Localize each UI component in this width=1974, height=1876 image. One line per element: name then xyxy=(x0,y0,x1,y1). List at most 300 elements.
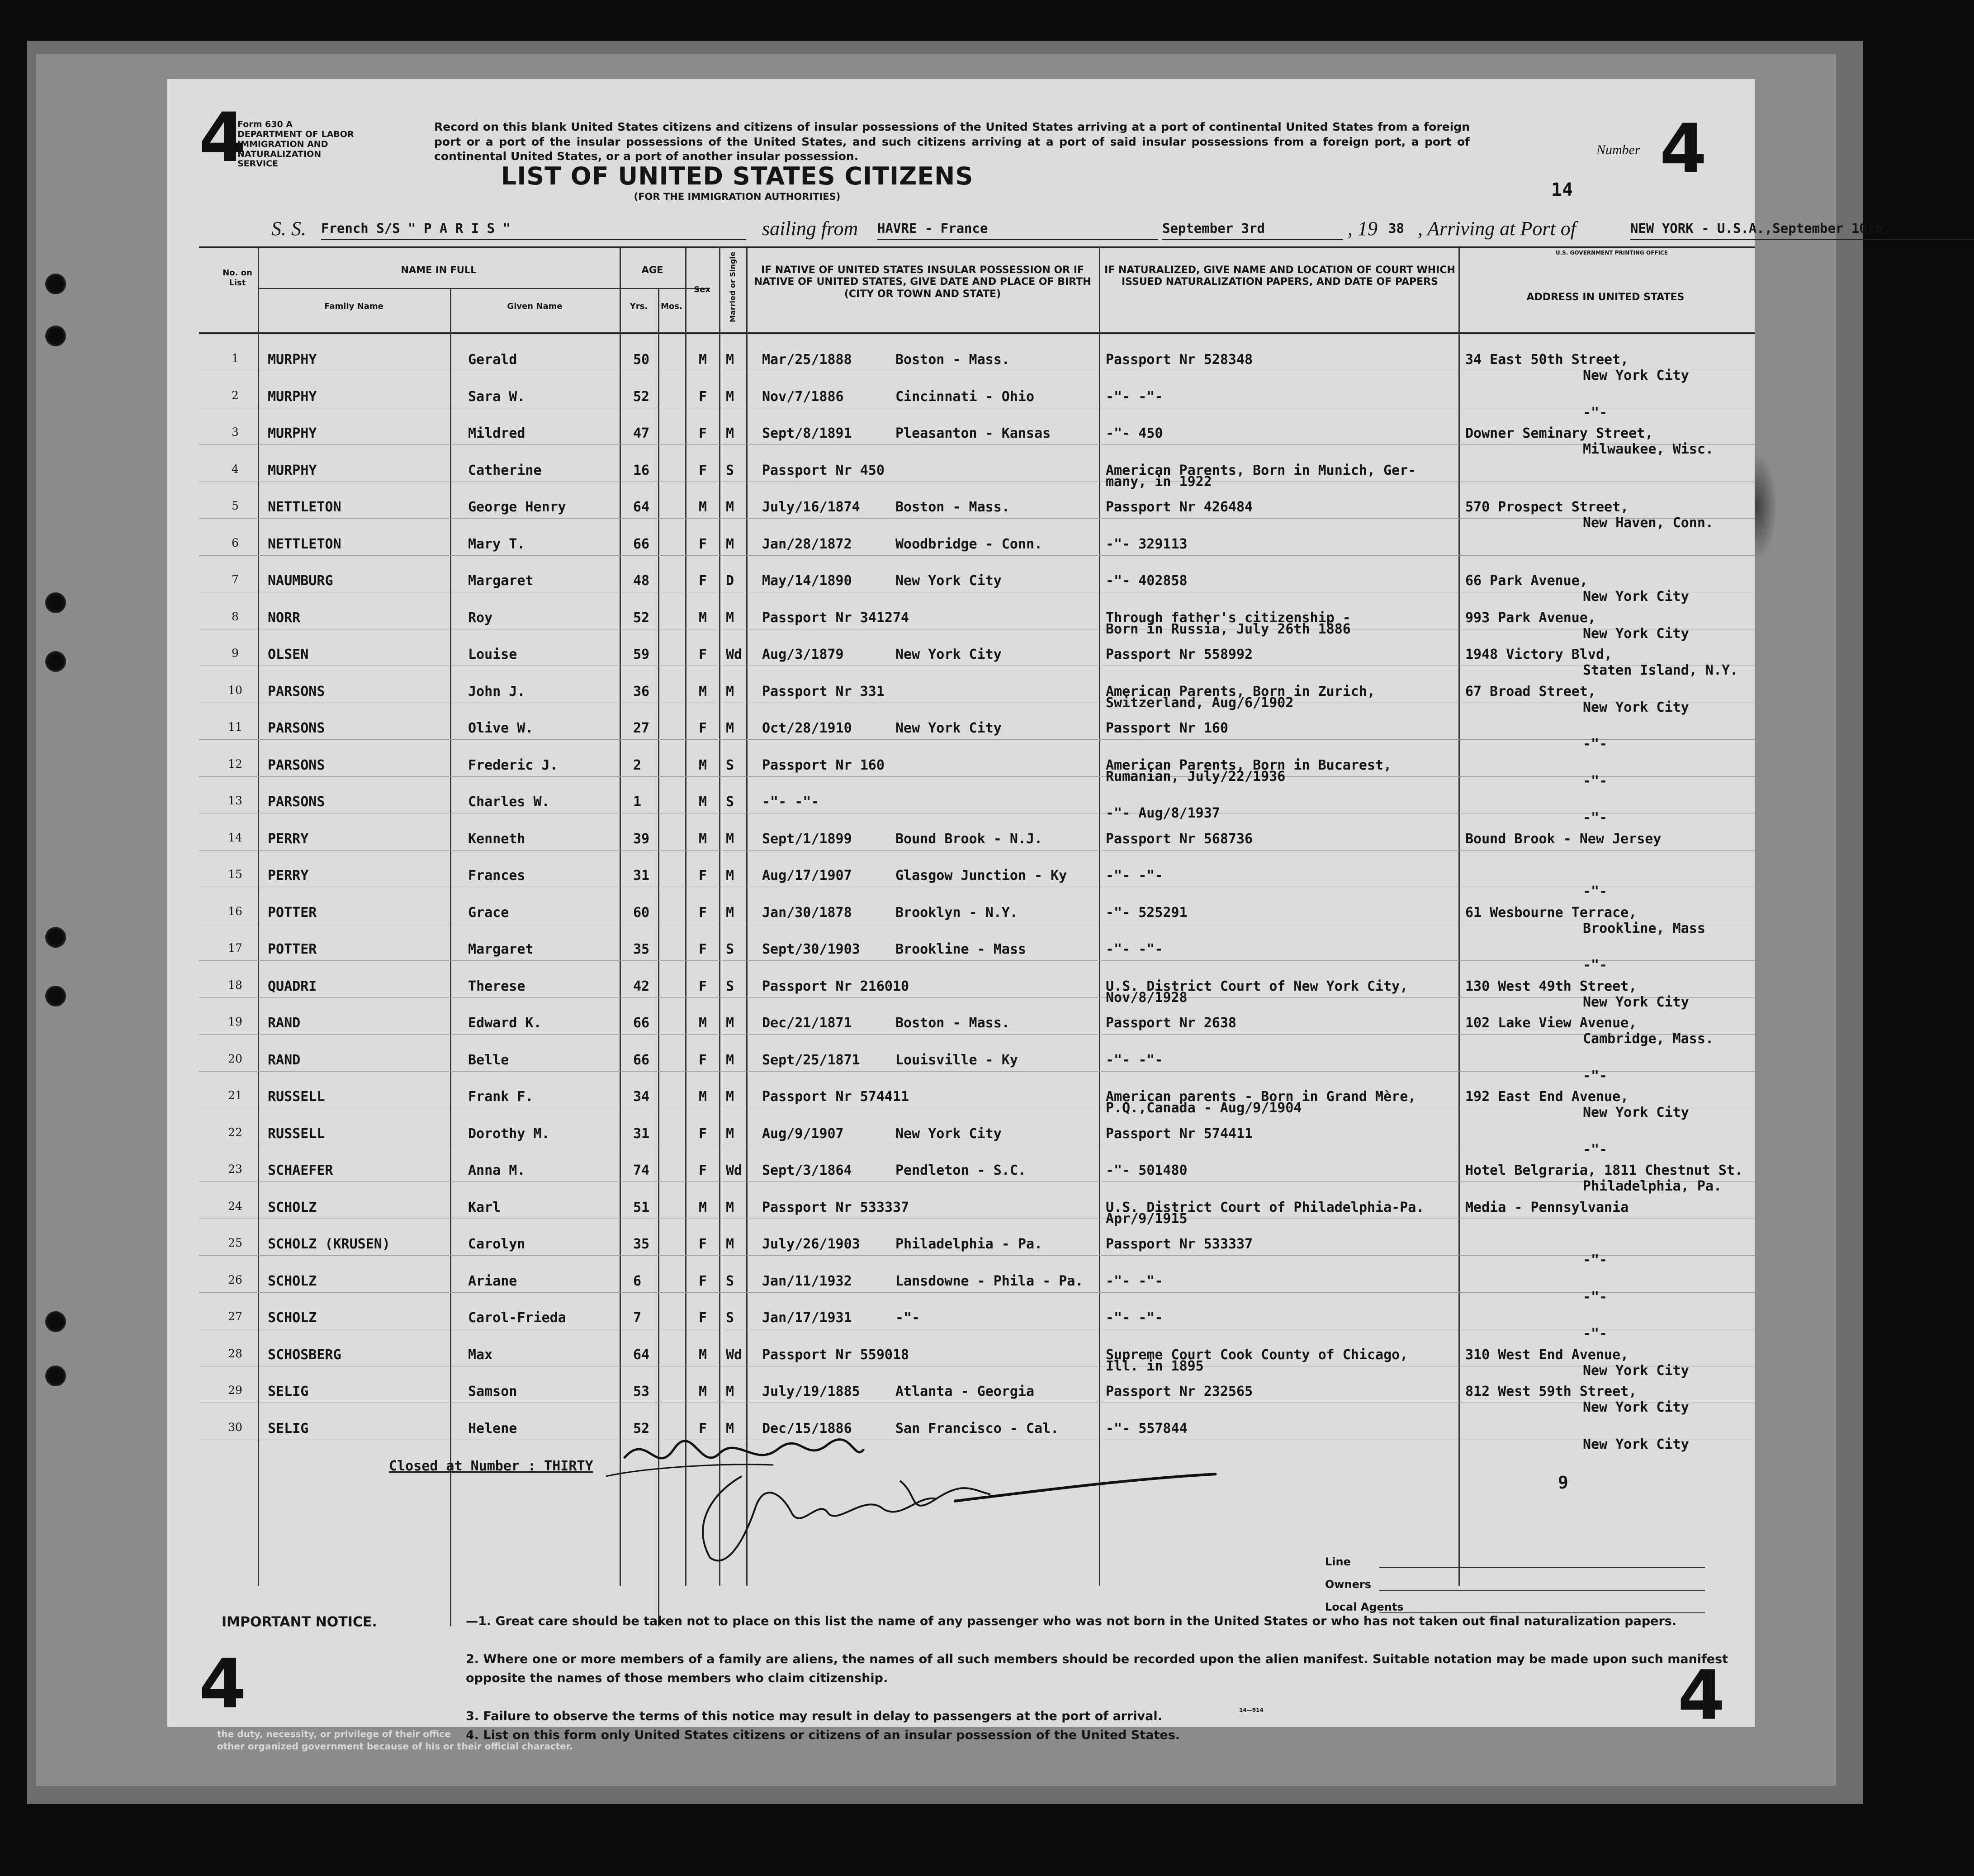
row-birth-place: Cincinnati - Ohio xyxy=(895,388,1035,405)
row-no: 29 xyxy=(228,1384,242,1397)
row-ms: M xyxy=(726,1384,734,1399)
row-age: 36 xyxy=(633,683,650,699)
row-age: 35 xyxy=(633,1236,650,1252)
row-no: 26 xyxy=(228,1273,242,1286)
col-line xyxy=(1099,247,1100,1586)
number-label: Number xyxy=(1596,142,1640,157)
row-age: 35 xyxy=(633,941,650,957)
row-no: 21 xyxy=(228,1089,242,1102)
row-nat2: Born in Russia, July 26th 1886 xyxy=(1106,621,1351,637)
row-nat1: American Parents, Born in Munich, Ger- xyxy=(1106,462,1416,478)
sailing-label: sailing from xyxy=(762,217,858,240)
row-birth-date: Passport Nr 331 xyxy=(762,683,885,699)
row-family: SCHOLZ xyxy=(268,1273,317,1289)
row-age: 27 xyxy=(633,720,650,736)
row-age: 34 xyxy=(633,1089,650,1105)
row-birth-date: May/14/1890 xyxy=(762,573,852,589)
row-no: 2 xyxy=(232,388,239,402)
row-ms: M xyxy=(726,720,734,736)
ship-line xyxy=(271,217,1891,249)
row-no: 11 xyxy=(228,720,242,733)
row-birth-date: Sept/3/1864 xyxy=(762,1162,852,1178)
row-nat1: -"- -"- xyxy=(1106,868,1163,884)
row-rule xyxy=(199,1255,1755,1256)
punch-hole xyxy=(45,1311,66,1332)
header-name-in-full: NAME IN FULL xyxy=(401,265,477,275)
row-age: 52 xyxy=(633,388,650,405)
row-addr2: -"- xyxy=(1583,1252,1608,1268)
row-no: 28 xyxy=(228,1347,242,1360)
row-birth-date: Passport Nr 160 xyxy=(762,757,885,773)
page-stamp: 14 xyxy=(1551,180,1573,200)
row-birth-place: Brooklyn - N.Y. xyxy=(895,904,1018,921)
ship-name: French S/S " P A R I S " xyxy=(321,221,746,240)
row-addr1: 993 Park Avenue, xyxy=(1465,610,1596,626)
row-given: Louise xyxy=(468,647,517,662)
row-nat1: -"- 501480 xyxy=(1106,1162,1188,1178)
underlying-page-text xyxy=(217,1728,573,1753)
row-rule xyxy=(199,1034,1755,1035)
row-birth-place: New York City xyxy=(895,647,1002,662)
row-addr2: -"- xyxy=(1583,810,1608,826)
row-family: PARSONS xyxy=(268,757,325,773)
header-no: No. on List xyxy=(222,268,252,288)
row-sex: F xyxy=(699,462,707,478)
row-given: Olive W. xyxy=(468,720,534,736)
row-family: RAND xyxy=(268,1052,301,1068)
page-title: LIST OF UNITED STATES CITIZENS xyxy=(501,162,974,190)
row-age: 31 xyxy=(633,868,650,884)
row-sex: F xyxy=(699,868,707,884)
row-no: 14 xyxy=(228,831,242,844)
row-birth-date: Dec/21/1871 xyxy=(762,1015,852,1031)
row-given: Samson xyxy=(468,1384,517,1399)
row-nat1: -"- 525291 xyxy=(1106,904,1188,921)
row-rule xyxy=(199,1181,1755,1182)
col-line xyxy=(620,247,621,1586)
row-birth-place: New York City xyxy=(895,1125,1002,1142)
punch-hole xyxy=(45,651,66,672)
row-no: 4 xyxy=(232,462,239,476)
row-ms: M xyxy=(726,1420,734,1437)
row-nat1: -"- 402858 xyxy=(1106,573,1188,589)
row-sex: F xyxy=(699,1273,707,1289)
col-line xyxy=(450,288,451,1626)
row-given: Carol-Frieda xyxy=(468,1310,566,1326)
row-nat1: U.S. District Court of New York City, xyxy=(1106,978,1408,994)
row-sex: M xyxy=(699,757,707,773)
row-given: Karl xyxy=(468,1199,501,1215)
row-sex: M xyxy=(699,831,707,847)
row-birth-place: Boston - Mass. xyxy=(895,499,1010,515)
row-given: Frank F. xyxy=(468,1089,534,1105)
row-birth-place: Pendleton - S.C. xyxy=(895,1162,1026,1178)
row-sex: F xyxy=(699,904,707,921)
row-no: 13 xyxy=(228,794,242,807)
row-addr1: Media - Pennsylvania xyxy=(1465,1199,1629,1215)
row-nat1: Passport Nr 232565 xyxy=(1106,1384,1253,1399)
row-addr1: 102 Lake View Avenue, xyxy=(1465,1015,1637,1031)
row-birth-place: Atlanta - Georgia xyxy=(895,1384,1035,1399)
row-nat1: -"- 450 xyxy=(1106,425,1163,441)
row-addr1: 66 Park Avenue, xyxy=(1465,573,1588,589)
row-given: Frances xyxy=(468,868,525,884)
row-given: Kenneth xyxy=(468,831,525,847)
owners-label: Owners xyxy=(1325,1578,1404,1601)
form-line: Form 630 A xyxy=(237,119,293,129)
row-family: NORR xyxy=(268,610,301,626)
row-birth-date: Passport Nr 216010 xyxy=(762,978,909,994)
row-nat2: Ill. in 1895 xyxy=(1106,1358,1204,1374)
row-birth-place: Bound Brook - N.J. xyxy=(895,831,1043,847)
row-sex: F xyxy=(699,573,707,589)
row-nat2: Switzerland, Aug/6/1902 xyxy=(1106,695,1294,711)
row-addr2: New York City xyxy=(1583,1436,1689,1452)
row-nat2: many, in 1922 xyxy=(1106,473,1212,490)
row-birth-date: July/16/1874 xyxy=(762,499,860,515)
row-ms: M xyxy=(726,1199,734,1215)
row-birth-date: Jan/17/1931 xyxy=(762,1310,852,1326)
row-family: MURPHY xyxy=(268,352,317,368)
punch-hole xyxy=(45,986,66,1007)
row-ms: M xyxy=(726,1089,734,1105)
ss-label: S. S. xyxy=(271,217,306,240)
row-birth-date: Passport Nr 341274 xyxy=(762,610,909,626)
header-age: AGE xyxy=(641,265,663,275)
row-ms: M xyxy=(726,1052,734,1068)
row-ms: S xyxy=(726,941,734,957)
row-no: 25 xyxy=(228,1236,242,1249)
row-birth-place: Lansdowne - Phila - Pa. xyxy=(895,1273,1084,1289)
punch-hole xyxy=(45,326,66,346)
notice-item-3: 3. Failure to observe the terms of this notice may result in delay to passengers at the port of arrival. xyxy=(466,1709,1162,1723)
row-given: Dorothy M. xyxy=(468,1125,550,1142)
row-birth-place: -"- xyxy=(895,1310,920,1326)
row-ms: M xyxy=(726,904,734,921)
row-sex: M xyxy=(699,610,707,626)
row-age: 16 xyxy=(633,462,650,478)
row-addr1: 61 Wesbourne Terrace, xyxy=(1465,904,1637,921)
row-family: RAND xyxy=(268,1015,301,1031)
row-birth-place: Brookline - Mass xyxy=(895,941,1026,957)
row-rule xyxy=(199,1292,1755,1293)
notice-item-4: 4. List on this form only United States citizens or citizens of an insular possession of the United States. xyxy=(466,1728,1180,1742)
punch-hole xyxy=(45,274,66,294)
row-given: Helene xyxy=(468,1420,517,1437)
row-ms: M xyxy=(726,388,734,405)
line-label: Line xyxy=(1325,1555,1404,1578)
row-family: NAUMBURG xyxy=(268,573,333,589)
row-ms: M xyxy=(726,831,734,847)
table-header-rule xyxy=(199,332,1755,334)
row-sex: F xyxy=(699,1125,707,1142)
page-number-top-left: 4 xyxy=(199,99,246,177)
row-given: Gerald xyxy=(468,352,517,368)
col-line xyxy=(719,247,720,1586)
row-nat1: Passport Nr 160 xyxy=(1106,720,1228,736)
row-given: Anna M. xyxy=(468,1162,525,1178)
row-birth-place: New York City xyxy=(895,720,1002,736)
gov-printing: U.S. GOVERNMENT PRINTING OFFICE xyxy=(1556,250,1668,256)
row-nat1: Supreme Court Cook County of Chicago, xyxy=(1106,1347,1408,1363)
row-ms: S xyxy=(726,462,734,478)
row-addr1: 192 East End Avenue, xyxy=(1465,1089,1629,1105)
row-family: MURPHY xyxy=(268,425,317,441)
row-birth-place: Boston - Mass. xyxy=(895,352,1010,368)
row-sex: F xyxy=(699,941,707,957)
row-addr2: Milwaukee, Wisc. xyxy=(1583,441,1714,457)
row-addr1: Downer Seminary Street, xyxy=(1465,425,1653,441)
sailing-year: 38 xyxy=(1388,221,1404,236)
row-nat1: Passport Nr 574411 xyxy=(1106,1125,1253,1142)
row-nat1: U.S. District Court of Philadelphia-Pa. xyxy=(1106,1199,1425,1215)
header-naturalized: IF NATURALIZED, GIVE NAME AND LOCATION OF COURT WHICH ISSUED NATURALIZATION PAPERS, AND DATE OF PAPERS xyxy=(1104,265,1455,288)
row-age: 6 xyxy=(633,1273,642,1289)
row-age: 52 xyxy=(633,1420,650,1437)
row-age: 52 xyxy=(633,610,650,626)
row-addr2: New York City xyxy=(1583,1362,1689,1379)
notice-item-2: 2. Where one or more members of a family are aliens, the names of all such members should be recorded upon the alien manifest. Suitable notation may be made upon such manifest opposite the names of those members who claim citizenship. xyxy=(466,1652,1728,1685)
row-birth-date: Sept/1/1899 xyxy=(762,831,852,847)
row-family: RUSSELL xyxy=(268,1125,325,1142)
row-no: 8 xyxy=(232,610,239,623)
row-ms: S xyxy=(726,1310,734,1326)
row-no: 17 xyxy=(228,941,242,955)
sailing-date: September 3rd xyxy=(1162,221,1343,240)
row-addr1: 34 East 50th Street, xyxy=(1465,352,1629,368)
row-given: Carolyn xyxy=(468,1236,525,1252)
row-addr1: Hotel Belgraria, 1811 Chestnut St. xyxy=(1465,1162,1743,1178)
row-given: Mildred xyxy=(468,425,525,441)
row-rule xyxy=(199,518,1755,519)
header-married-single: Married or Single xyxy=(728,251,737,322)
row-birth-date: Sept/8/1891 xyxy=(762,425,852,441)
header-birth: IF NATIVE OF UNITED STATES INSULAR POSSESSION OR IF NATIVE OF UNITED STATES, GIVE DATE AND PLACE OF BIRTH (CITY OR TOWN AND STATE) xyxy=(754,265,1091,300)
row-nat2: Apr/9/1915 xyxy=(1106,1210,1188,1227)
row-birth-date: Sept/30/1903 xyxy=(762,941,860,957)
row-birth-date: Aug/3/1879 xyxy=(762,647,844,662)
row-addr2: Brookline, Mass xyxy=(1583,920,1705,936)
row-given: Sara W. xyxy=(468,388,525,405)
page-subtitle: (FOR THE IMMIGRATION AUTHORITIES) xyxy=(634,191,841,202)
row-nat1: American Parents, Born in Zurich, xyxy=(1106,683,1376,699)
row-addr2: New York City xyxy=(1583,699,1689,715)
row-sex: F xyxy=(699,1420,707,1437)
row-family: POTTER xyxy=(268,904,317,921)
row-nat1: Passport Nr 528348 xyxy=(1106,352,1253,368)
row-age: 51 xyxy=(633,1199,650,1215)
row-no: 19 xyxy=(228,1015,242,1028)
underlying-line: the duty, necessity, or privilege of their office xyxy=(217,1729,451,1739)
year-prefix: , 19 xyxy=(1348,217,1378,240)
row-nat2: Rumanian, July/22/1936 xyxy=(1106,768,1286,784)
arriving-label: , Arriving at Port of xyxy=(1418,217,1576,240)
row-addr2: Philadelphia, Pa. xyxy=(1583,1178,1722,1194)
row-addr1: 1948 Victory Blvd, xyxy=(1465,647,1613,662)
row-given: Therese xyxy=(468,978,525,994)
row-birth-date: Nov/7/1886 xyxy=(762,388,844,405)
row-no: 6 xyxy=(232,536,239,549)
row-birth-date: Passport Nr 559018 xyxy=(762,1347,909,1363)
row-nat1: -"- -"- xyxy=(1106,1052,1163,1068)
row-given: Max xyxy=(468,1347,493,1363)
row-nat1: Through father's citizenship - xyxy=(1106,610,1351,626)
row-ms: M xyxy=(726,1236,734,1252)
row-age: 66 xyxy=(633,1015,650,1031)
row-addr2: Cambridge, Mass. xyxy=(1583,1031,1714,1047)
row-birth-date: Passport Nr 450 xyxy=(762,462,885,478)
row-addr2: -"- xyxy=(1583,1068,1608,1084)
row-age: 39 xyxy=(633,831,650,847)
row-addr2: New York City xyxy=(1583,1105,1689,1120)
row-addr2: New York City xyxy=(1583,589,1689,605)
row-nat1: Passport Nr 558992 xyxy=(1106,647,1253,662)
row-sex: M xyxy=(699,1015,707,1031)
row-sex: F xyxy=(699,978,707,994)
row-age: 2 xyxy=(633,757,642,773)
row-family: OLSEN xyxy=(268,647,309,662)
row-nat1: Passport Nr 568736 xyxy=(1106,831,1253,847)
row-no: 20 xyxy=(228,1052,242,1065)
row-family: MURPHY xyxy=(268,462,317,478)
row-no: 3 xyxy=(232,425,239,439)
row-addr1: 812 West 59th Street, xyxy=(1465,1384,1637,1399)
row-rule xyxy=(199,555,1755,556)
row-sex: F xyxy=(699,1162,707,1178)
row-sex: F xyxy=(699,388,707,405)
row-nat1: American Parents, Born in Bucarest, xyxy=(1106,757,1392,773)
row-age: 60 xyxy=(633,904,650,921)
row-addr2: New York City xyxy=(1583,625,1689,642)
row-family: PARSONS xyxy=(268,720,325,736)
row-nat1: Passport Nr 426484 xyxy=(1106,499,1253,515)
row-birth-place: Boston - Mass. xyxy=(895,1015,1010,1031)
row-birth-date: July/26/1903 xyxy=(762,1236,860,1252)
row-nat2: Nov/8/1928 xyxy=(1106,989,1188,1006)
row-sex: M xyxy=(699,794,707,810)
row-nat2: -"- Aug/8/1937 xyxy=(1106,805,1220,821)
row-birth-date: Jan/30/1878 xyxy=(762,904,852,921)
row-age: 48 xyxy=(633,573,650,589)
row-addr2: New Haven, Conn. xyxy=(1583,515,1714,531)
row-age: 59 xyxy=(633,647,650,662)
row-given: Charles W. xyxy=(468,794,550,810)
row-nat1: -"- 329113 xyxy=(1106,536,1188,552)
row-ms: M xyxy=(726,536,734,552)
row-age: 1 xyxy=(633,794,642,810)
row-age: 7 xyxy=(633,1310,642,1326)
row-no: 5 xyxy=(232,499,239,512)
col-line xyxy=(746,247,748,1586)
row-birth-place: New York City xyxy=(895,573,1002,589)
local-agents-label: Local Agents xyxy=(1325,1601,1404,1623)
row-sex: M xyxy=(699,352,707,368)
row-sex: M xyxy=(699,683,707,699)
row-ms: M xyxy=(726,425,734,441)
row-no: 1 xyxy=(232,352,239,365)
row-family: QUADRI xyxy=(268,978,317,994)
row-addr2: -"- xyxy=(1583,1141,1608,1158)
punch-hole xyxy=(45,927,66,948)
row-family: SCHOSBERG xyxy=(268,1347,341,1363)
row-family: NETTLETON xyxy=(268,536,341,552)
row-age: 64 xyxy=(633,1347,650,1363)
row-sex: M xyxy=(699,1384,707,1399)
row-ms: Wd xyxy=(726,1162,743,1178)
row-birth-place: San Francisco - Cal. xyxy=(895,1420,1059,1437)
header-given-name: Given Name xyxy=(507,302,563,311)
row-ms: M xyxy=(726,610,734,626)
col-line xyxy=(685,247,686,1586)
page-number-bottom-right: 4 xyxy=(1678,1656,1725,1735)
row-age: 64 xyxy=(633,499,650,515)
row-age: 74 xyxy=(633,1162,650,1178)
row-birth-place: Glasgow Junction - Ky xyxy=(895,868,1067,884)
row-no: 22 xyxy=(228,1125,242,1139)
row-nat1: Passport Nr 533337 xyxy=(1106,1236,1253,1252)
row-sex: M xyxy=(699,1089,707,1105)
row-age: 66 xyxy=(633,1052,650,1068)
row-age: 50 xyxy=(633,352,650,368)
punch-hole xyxy=(45,592,66,613)
col-line xyxy=(1458,247,1460,1586)
row-age: 42 xyxy=(633,978,650,994)
row-no: 12 xyxy=(228,757,242,770)
row-family: NETTLETON xyxy=(268,499,341,515)
row-birth-place: Louisville - Ky xyxy=(895,1052,1018,1068)
row-no: 23 xyxy=(228,1162,242,1176)
row-family: PARSONS xyxy=(268,794,325,810)
row-addr2: -"- xyxy=(1583,1326,1608,1342)
row-ms: M xyxy=(726,868,734,884)
row-family: SCHAEFER xyxy=(268,1162,333,1178)
row-family: PARSONS xyxy=(268,683,325,699)
closed-at-number: Closed at Number : THIRTY xyxy=(389,1458,593,1474)
row-addr1: 67 Broad Street, xyxy=(1465,683,1596,699)
row-nat1: -"- -"- xyxy=(1106,1310,1163,1326)
row-addr1: Bound Brook - New Jersey xyxy=(1465,831,1662,847)
row-age: 31 xyxy=(633,1125,650,1142)
row-sex: F xyxy=(699,1310,707,1326)
row-ms: Wd xyxy=(726,1347,743,1363)
row-given: Frederic J. xyxy=(468,757,558,773)
row-given: Ariane xyxy=(468,1273,517,1289)
row-birth-date: -"- -"- xyxy=(762,794,819,810)
row-addr2: -"- xyxy=(1583,404,1608,421)
row-addr1: 310 West End Avenue, xyxy=(1465,1347,1629,1363)
row-birth-place: Pleasanton - Kansas xyxy=(895,425,1051,441)
table-top-rule xyxy=(199,246,1755,248)
row-rule xyxy=(199,776,1755,777)
row-rule xyxy=(199,1071,1755,1072)
row-family: SCHOLZ xyxy=(268,1199,317,1215)
row-nat1: Passport Nr 2638 xyxy=(1106,1015,1236,1031)
row-ms: S xyxy=(726,978,734,994)
official-signatures xyxy=(592,1422,1298,1571)
row-given: George Henry xyxy=(468,499,566,515)
form-line: NATURALIZATION SERVICE xyxy=(237,149,322,169)
sailing-from: HAVRE - France xyxy=(877,221,1158,240)
row-birth-date: Passport Nr 533337 xyxy=(762,1199,909,1215)
header-family-name: Family Name xyxy=(324,302,383,311)
form-code: 14—914 xyxy=(1239,1707,1264,1713)
header-address: ADDRESS IN UNITED STATES xyxy=(1526,292,1685,303)
row-family: POTTER xyxy=(268,941,317,957)
row-age: 66 xyxy=(633,536,650,552)
row-age: 53 xyxy=(633,1384,650,1399)
row-given: John J. xyxy=(468,683,525,699)
row-nat2: P.Q.,Canada - Aug/9/1904 xyxy=(1106,1100,1302,1116)
